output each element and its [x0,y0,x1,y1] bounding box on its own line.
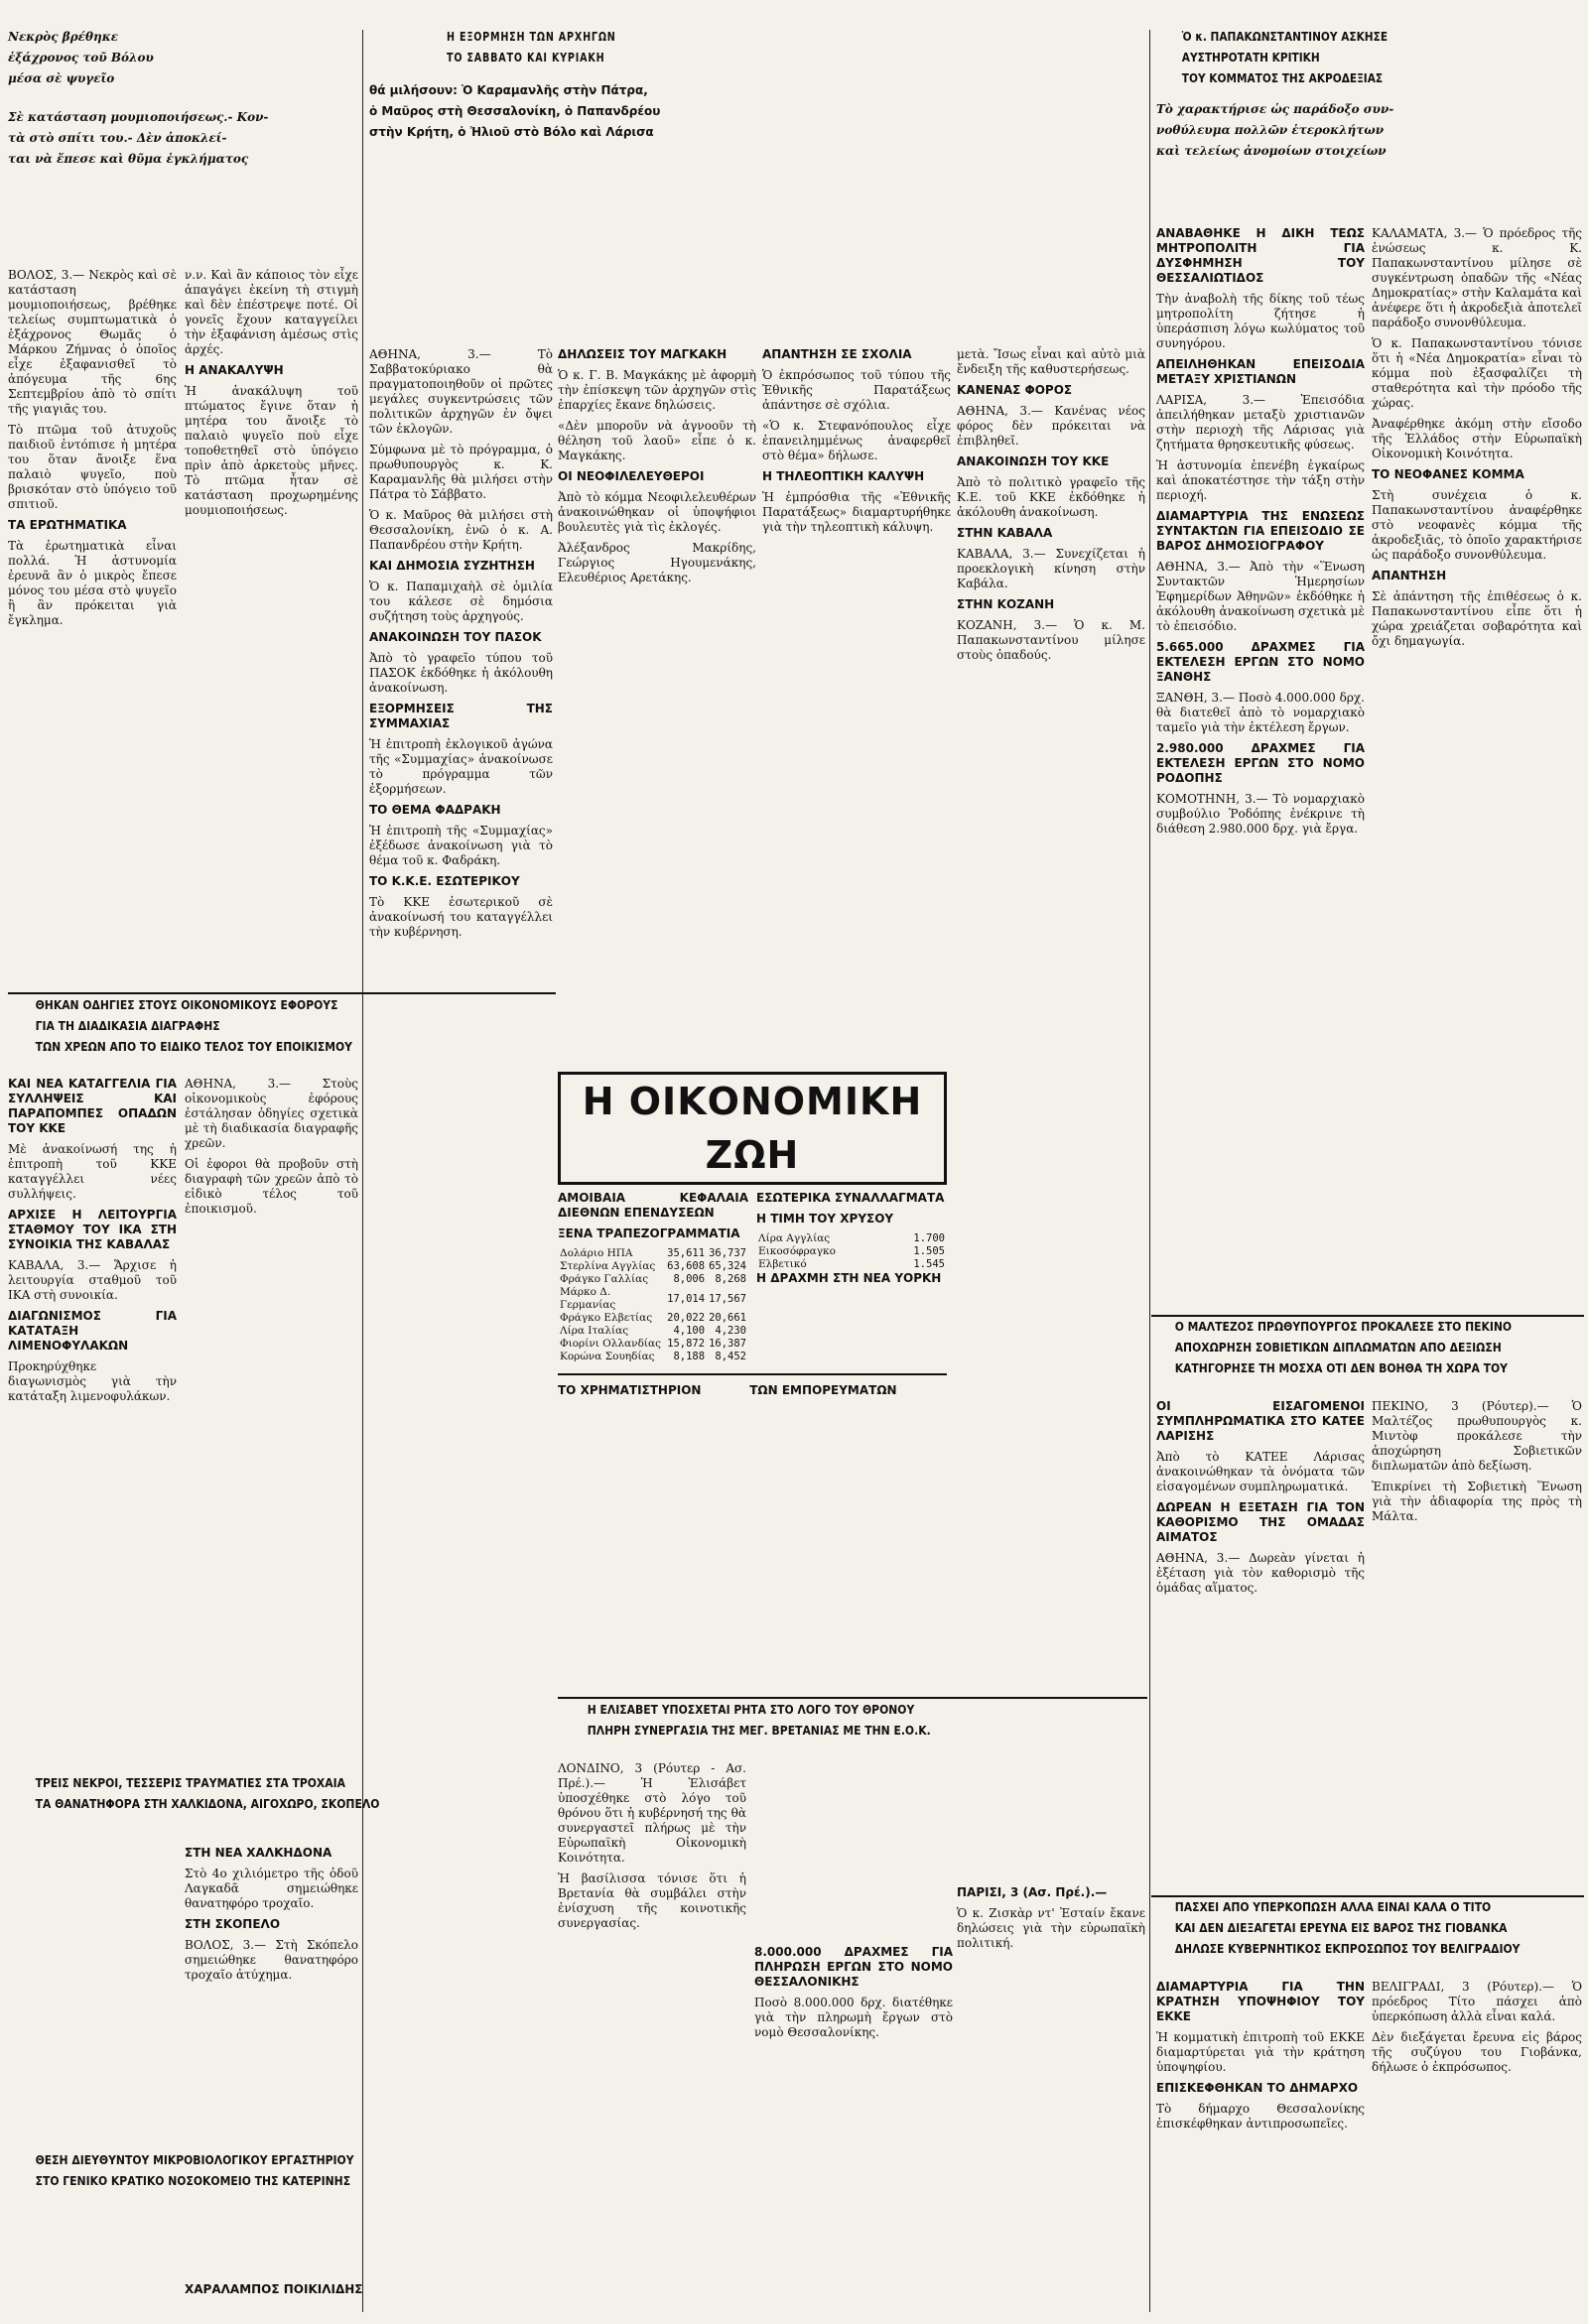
mid-stin-kozani-body: ΚΟΖΑΝΗ, 3.— Ὁ κ. Μ. Παπακωνσταντίνου μίλησε στοὺς ὀπαδούς. [957,618,1145,662]
elisavet-head-1: Η ΕΛΙΣΑΒΕΤ ΥΠΟΣΧΕΤΑΙ ΡΗΤΑ ΣΤΟ ΛΟΓΟ ΤΟΥ ΘΡΟΝΟΥ [587,1703,915,1717]
main-subhead-1: θά μιλήσουν: Ὁ Καραμανλῆς στὴν Πάτρα, [369,83,648,97]
larisa-head: ΟΙ ΕΙΣΑΓΟΜΕΝΟΙ ΣΥΜΠΛΗΡΩΜΑΤΙΚΑ ΣΤΟ ΚΑΤΕΕ ΛΑΡΙΣΗΣ [1156,1399,1365,1443]
right-boxes-col: ΑΝΑΒΑΘΗΚΕ Η ΔΙΚΗ ΤΕΩΣ ΜΗΤΡΟΠΟΛΙΤΗ ΓΙΑ ΔΥΣΦΗΜΗΣΗ ΤΟΥ ΘΕΣΣΑΛΙΩΤΙΔΟΣ Τὴν ἀναβολὴ τῆς δίκης τοῦ τέως μητροπολίτη ζήτησε ἡ ὑπεράσπιση λόγω κωλύματος τοῦ συνηγόρου. ΑΠΕΙΛΗΘΗΚΑΝ ΕΠΕΙΣΟΔΙΑ ΜΕΤΑΞΥ ΧΡΙΣΤΙΑΝΩΝ ΛΑΡΙΣΑ, 3.— Ἐπεισόδια ἀπειλήθηκαν μεταξὺ χριστιανῶν στὴν περιοχὴ τῆς Λάρισας γιὰ ζητήματα θρησκευτικῆς φύσεως. Ἡ ἀστυνομία ἐπενέβη ἐγκαίρως καὶ ἀποκατέστησε τὴν τάξη στὴν περιοχή. ΔΙΑΜΑΡΤΥΡΙΑ ΤΗΣ ΕΝΩΣΕΩΣ ΣΥΝΤΑΚΤΩΝ ΓΙΑ ΕΠΕΙΣΟΔΙΟ ΣΕ ΒΑΡΟΣ ΔΗΜΟΣΙΟΓΡΑΦΟΥ ΑΘΗΝΑ, 3.— Ἀπὸ τὴν «Ἕνωση Συντακτῶν Ἡμερησίων Ἐφημερίδων Ἀθηνῶν» ἐκδόθηκε ἡ ἀκόλουθη ἀνακοίνωση σχετικὰ μὲ τὸ ἐπεισόδιο. 5.665.000 ΔΡΑΧΜΕΣ ΓΙΑ ΕΚΤΕΛΕΣΗ ΕΡΓΩΝ ΣΤΟ ΝΟΜΟ ΞΑΝΘΗΣ ΞΑΝΘΗ, 3.— Ποσὸ 4.000.000 δρχ. θὰ διατεθεῖ ἀπὸ τὸ νομαρχιακὸ ταμεῖο γιὰ τὴν ἐκτέλεση ἔργων. 2.980.000 ΔΡΑΧΜΕΣ ΓΙΑ ΕΚΤΕΛΕΣΗ ΕΡΓΩΝ ΣΤΟ ΝΟΜΟ ΡΟΔΟΠΗΣ ΚΟΜΟΤΗΝΗ, 3.— Τὸ νομαρχιακὸ συμβούλιο Ῥοδόπης ἐνέκρινε τὴ διάθεση 2.980.000 δρχ. γιὰ ἔργα. [1156,226,1365,836]
left-banner-rule [8,992,556,994]
economy-gold-head: Η ΤΙΜΗ ΤΟΥ ΧΡΥΣΟΥ [756,1212,894,1226]
mid-apantisi-head: ΑΠΑΝΤΗΣΗ ΣΕ ΣΧΟΛΙΑ [762,347,912,361]
main-headline-block [369,30,1143,327]
left-headline-2: ἑξάχρονος τοῦ Βόλου [8,51,154,65]
rate-row [558,1286,748,1312]
thess-head: 8.000.000 ΔΡΑΧΜΕΣ ΓΙΑ ΠΛΗΡΩΣΗ ΕΡΓΩΝ ΣΤΟ ΝΟΜΟ ΘΕΣΣΑΛΟΝΙΚΗΣ [754,1945,953,1989]
episkefthikan-head: ΕΠΙΣΚΕΦΘΗΚΑΝ ΤΟ ΔΗΜΑΡΧΟ [1156,2081,1359,2095]
left-story-col-2 [185,268,358,595]
mid-anakoinosi-kke: ΑΝΑΚΟΙΝΩΣΗ ΤΟΥ ΚΚΕ [957,454,1110,468]
main-headline-line-1: Η ΕΞΟΡΜΗΣΗ ΤΩΝ ΑΡΧΗΓΩΝ [447,30,616,44]
maltese-head-2: ΑΠΟΧΩΡΗΣΗ ΣΟΒΙΕΤΙΚΩΝ ΔΙΠΛΩΜΑΤΩΝ ΑΠΟ ΔΕΞΙΩΣΗ [1174,1341,1502,1355]
economy-title: Η ΟΙΚΟΝΟΜΙΚΗ ΖΩΗ [558,1072,947,1185]
left-trochaia-1: ΤΡΕΙΣ ΝΕΚΡΟΙ, ΤΕΣΣΕΡΙΣ ΤΡΑΥΜΑΤΙΕΣ ΣΤΑ ΤΡΟΧΑΙΑ [35,1776,345,1790]
economy-dollar-head: Η ΔΡΑΧΜΗ ΣΤΗ ΝΕΑ ΥΟΡΚΗ [756,1271,942,1285]
right-headline-2: ΑΥΣΤΗΡΟΤΑΤΗ ΚΡΙΤΙΚΗ [1181,51,1320,65]
mid-athena-body: ΑΘΗΝΑ, 3.— Τὸ Σαββατοκύριακο θὰ πραγματοποιηθοῦν οἱ πρῶτες μεγάλες συγκεντρώσεις τῶν πολιτικῶν ἀρχηγῶν ἐν ὄψει τῶν ἐκλογῶν. [369,347,553,436]
tito-col-1: ΔΙΑΜΑΡΤΥΡΙΑ ΓΙΑ ΤΗΝ ΚΡΑΤΗΣΗ ΥΠΟΨΗΦΙΟΥ ΤΟΥ ΕΚΚΕ Ἡ κομματικὴ ἐπιτροπὴ τοῦ ΕΚΚΕ διαμαρτύρεται γιὰ τὴν κράτηση ὑποψηφίου. ΕΠΙΣΚΕΦΘΗΚΑΝ ΤΟ ΔΗΜΑΡΧΟ Τὸ δήμαρχο Θεσσαλονίκης ἐπισκέφθηκαν ἀντιπροσωπεῖες. [1156,1980,1365,2130]
left-banner-2: ΓΙΑ ΤΗ ΔΙΑΔΙΚΑΣΙΑ ΔΙΑΓΡΑΦΗΣ [35,1019,220,1033]
mid-exormiseis: ΕΞΟΡΜΗΣΕΙΣ ΤΗΣ ΣΥΜΜΑΧΙΑΣ [369,702,553,730]
rate-sell: 8,452 [715,1351,746,1362]
tito-col-2: ΒΕΛΙΓΡΑΔΙ, 3 (Ρόυτερ).— Ὁ πρόεδρος Τίτο πάσχει ἀπὸ ὑπερκόπωση ἀλλὰ εἶναι καλά. Δὲν διεξάγεται ἔρευνα εἰς βάρος τῆς συζύγου του Γιοβάνκα, δήλωσε ὁ ἐκπρόσωπος. [1372,1980,1582,2074]
rate-buy: 63,608 [667,1260,706,1272]
gold-val: 1.545 [913,1258,945,1270]
maltese-body: ΠΕΚΙΝΟ, 3 (Ρόυτερ).— Ὁ Μαλτέζος πρωθυπουργὸς κ. Μιντὸφ προκάλεσε τὴν ἀποχώρηση Σοβιετικῶν διπλωματῶν ἀπὸ δεξίωση. [1372,1399,1582,1473]
diamartyria-head: ΔΙΑΜΑΡΤΥΡΙΑ ΓΙΑ ΤΗΝ ΚΡΑΤΗΣΗ ΥΠΟΨΗΦΙΟΥ ΤΟΥ ΕΚΚΕ [1156,1980,1365,2023]
mid-col-1: ΑΘΗΝΑ, 3.— Τὸ Σαββατοκύριακο θὰ πραγματοποιηθοῦν οἱ πρῶτες μεγάλες συγκεντρώσεις τῶν πολιτικῶν ἀρχηγῶν ἐν ὄψει τῶν ἐκλογῶν. Σύμφωνα μὲ τὸ πρόγραμμα, ὁ πρωθυπουργὸς κ. Κ. Καραμανλῆς θὰ μιλήσει στὴν Πάτρα τὸ Σάββατο. Ὁ κ. Μαῦρος θὰ μιλήσει στὴ Θεσσαλονίκη, ἐνῶ ὁ κ. Α. Παπανδρέου στὴν Κρήτη. ΚΑΙ ΔΗΜΟΣΙΑ ΣΥΖΗΤΗΣΗ Ὁ κ. Παπαμιχαὴλ σὲ ὁμιλία του κάλεσε σὲ δημόσια συζήτηση τοὺς ἀρχηγούς. ΑΝΑΚΟΙΝΩΣΗ ΤΟΥ ΠΑΣΟΚ Ἀπὸ τὸ γραφεῖο τύπου τοῦ ΠΑΣΟΚ ἐκδόθηκε ἡ ἀκόλουθη ἀνακοίνωση. ΕΞΟΡΜΗΣΕΙΣ ΤΗΣ ΣΥΜΜΑΧΙΑΣ Ἡ ἐπιτροπὴ ἐκλογικοῦ ἀγώνα τῆς «Συμμαχίας» ἀνακοίνωσε τὸ πρόγραμμα τῶν ἐξορμήσεων. ΤΟ ΘΕΜΑ ΦΑΔΡΑΚΗ Ἡ ἐπιτροπὴ τῆς «Συμμαχίας» ἐξέδωσε ἀνακοίνωση γιὰ τὸ θέμα τοῦ κ. Φαδράκη. ΤΟ Κ.Κ.Ε. ΕΣΩΤΕΡΙΚΟΥ Τὸ ΚΚΕ ἐσωτερικοῦ σὲ ἀνακοίνωσή του καταγγέλλει τὴν κυβέρνηση. [369,347,553,939]
left-ika-head: ΑΡΧΙΣΕ Η ΛΕΙΤΟΥΡΓΙΑ ΣΤΑΘΜΟΥ ΤΟΥ ΙΚΑ ΣΤΗ ΣΥΝΟΙΚΙΑ ΤΗΣ ΚΑΒΑΛΑΣ [8,1208,177,1251]
right-section-apantisi: ΑΠΑΝΤΗΣΗ [1372,569,1447,582]
rate-row [558,1260,748,1273]
rate-name: Φιορίνι Ολλανδίας [560,1338,661,1350]
mid-stin-kavala: ΣΤΗΝ ΚΑΒΑΛΑ [957,526,1053,540]
rate-name: Δολάριο ΗΠΑ [560,1247,633,1259]
rate-name: Στερλίνα Αγγλίας [560,1260,656,1272]
mid-dilosis-head: ΔΗΛΩΣΕΙΣ ΤΟΥ ΜΑΓΚΑΚΗ [558,347,728,361]
elisavet-body: ΛΟΝΔΙΝΟ, 3 (Ρόυτερ - Ασ. Πρέ.).— Ἡ Ἐλισάβετ ὑποσχέθηκε στὸ λόγο τοῦ θρόνου ὅτι ἡ κυβέρνησή της θὰ συνεργαστεῖ πλήρως μὲ τὴν Εὐρωπαϊκὴ Οἰκονομικὴ Κοινότητα. [558,1761,746,1865]
mid-kanenas-foros: ΚΑΝΕΝΑΣ ΦΟΡΟΣ [957,383,1073,397]
left-mikrob-1: ΘΕΣΗ ΔΙΕΥΘΥΝΤΟΥ ΜΙΚΡΟΒΙΟΛΟΓΙΚΟΥ ΕΡΓΑΣΤΗΡΙΟΥ [35,2153,354,2167]
right-lower-col-1: ΟΙ ΕΙΣΑΓΟΜΕΝΟΙ ΣΥΜΠΛΗΡΩΜΑΤΙΚΑ ΣΤΟ ΚΑΤΕΕ ΛΑΡΙΣΗΣ Ἀπὸ τὸ ΚΑΤΕΕ Λάρισας ἀνακοινώθηκαν τὰ ὀνόματα τῶν εἰσαγομένων συμπληρωματικά. ΔΩΡΕΑΝ Η ΕΞΕΤΑΣΗ ΓΙΑ ΤΟΝ ΚΑΘΟΡΙΣΜΟ ΤΗΣ ΟΜΑΔΑΣ ΑΙΜΑΤΟΣ ΑΘΗΝΑ, 3.— Δωρεὰν γίνεται ἡ ἐξέταση γιὰ τὸν καθορισμὸ τῆς ὁμάδας αἵματος. [1156,1399,1365,1595]
right-lower-col-2: ΠΕΚΙΝΟ, 3 (Ρόυτερ).— Ὁ Μαλτέζος πρωθυπουργὸς κ. Μιντὸφ προκάλεσε τὴν ἀποχώρηση Σοβιετικῶν διπλωματῶν ἀπὸ δεξίωση. Ἐπικρίνει τὴ Σοβιετικὴ Ἕνωση γιὰ τὴν ἀδιαφορία της πρὸς τὴ Μάλτα. [1372,1399,1582,1523]
left-signature-col [185,2282,552,2312]
right-headline-1: Ὁ κ. ΠΑΠΑΚΩΝΣΤΑΝΤΙΝΟΥ ΑΣΚΗΣΕ [1181,30,1389,44]
rate-row [558,1273,748,1286]
rate-buy: 8,006 [673,1273,706,1285]
right-subhead-3: καὶ τελείως ἀνομοίων στοιχείων [1156,144,1387,158]
rate-buy: 17,014 [667,1292,706,1305]
left-trochaia-body: ΣΤΗ ΝΕΑ ΧΑΛΚΗΔΟΝΑ Στὸ 4ο χιλιόμετρο τῆς ὁδοῦ Λαγκαδᾶ σημειώθηκε θανατηφόρο τροχαῖο. ΣΤΗ ΣΚΟΠΕΛΟ ΒΟΛΟΣ, 3.— Στὴ Σκόπελο σημειώθηκε θανατηφόρο τροχαῖο ἀτύχημα. [185,1846,358,1982]
gold-table [756,1232,947,1271]
left-skopelo: ΣΤΗ ΣΚΟΠΕΛΟ [185,1917,281,1931]
maltese-rule [1151,1315,1584,1317]
mid-kke-esoterikou: ΤΟ Κ.Κ.Ε. ΕΣΩΤΕΡΙΚΟΥ [369,874,520,888]
gold-name: Εικοσόφραγκο [758,1245,836,1257]
left-banner [8,998,556,1068]
right-box-title-4: 2.980.000 ΔΡΑΧΜΕΣ ΓΙΑ ΕΚΤΕΛΕΣΗ ΕΡΓΩΝ ΣΤΟ ΝΟΜΟ ΡΟΔΟΠΗΣ [1156,741,1365,785]
tito-rule [1151,1895,1584,1897]
economy-amoivaia-head: ΑΜΟΙΒΑΙΑ ΚΕΦΑΛΑΙΑ ΔΙΕΘΝΩΝ ΕΠΕΝΔΥΣΕΩΝ [558,1191,748,1220]
left-nea-chalkidona: ΣΤΗ ΝΕΑ ΧΑΛΚΗΔΟΝΑ [185,1846,332,1860]
maltese-head-3: ΚΑΤΗΓΟΡΗΣΕ ΤΗ ΜΟΣΧΑ ΟΤΙ ΔΕΝ ΒΟΗΘΑ ΤΗ ΧΩΡΑ ΤΟΥ [1174,1361,1508,1375]
parisi-col: ΠΑΡΙΣΙ, 3 (Ασ. Πρέ.).— Ὁ κ. Ζισκὰρ ντ' Ἐσταίν ἔκανε δηλώσεις γιὰ τὴν εὐρωπαϊκὴ πολιτική. [957,1885,1145,1950]
main-headline-line-2: ΤΟ ΣΑΒΒΑΤΟ ΚΑΙ ΚΥΡΙΑΚΗ [447,51,605,65]
right-top-story [1156,30,1583,218]
left-section-anakalypsi: Η ΑΝΑΚΑΛΥΨΗ [185,363,284,377]
gold-val: 1.505 [913,1245,945,1257]
left-mikrob [8,2153,556,2213]
gold-row [756,1258,947,1271]
rate-sell: 20,661 [709,1312,746,1324]
right-box-title-2: ΔΙΑΜΑΡΤΥΡΙΑ ΤΗΣ ΕΝΩΣΕΩΣ ΣΥΝΤΑΚΤΩΝ ΓΙΑ ΕΠΕΙΣΟΔΙΟ ΣΕ ΒΑΡΟΣ ΔΗΜΟΣΙΟΓΡΑΦΟΥ [1156,509,1365,553]
rate-sell: 16,387 [709,1338,746,1350]
left-headline-3: μέσα σὲ ψυγεῖο [8,71,115,85]
tito-head-3: ΔΗΛΩΣΕ ΚΥΒΕΡΝΗΤΙΚΟΣ ΕΚΠΡΟΣΩΠΟΣ ΤΟΥ ΒΕΛΙΓΡΑΔΙΟΥ [1174,1942,1521,1956]
rates-table [558,1247,748,1363]
rate-sell: 17,567 [709,1292,746,1305]
parisi-head: ΠΑΡΙΣΙ, 3 (Ασ. Πρέ.).— [957,1885,1108,1899]
maltese-head [1153,1320,1584,1394]
rate-sell: 8,268 [715,1273,746,1285]
rate-name: Φράγκο Ελβετίας [560,1312,653,1324]
right-subhead-1: Τὸ χαρακτήρισε ὡς παράδοξο συν- [1156,102,1394,116]
elisavet-head [558,1703,1147,1752]
left-kataggelia-head: ΚΑΙ ΝΕΑ ΚΑΤΑΓΓΕΛΙΑ ΓΙΑ ΣΥΛΛΗΨΕΙΣ ΚΑΙ ΠΑΡΑΠΟΜΠΕΣ ΟΠΑΔΩΝ ΤΟΥ ΚΚΕ [8,1077,177,1135]
mid-col-4: μετὰ. Ἴσως εἶναι καὶ αὐτὸ μιὰ ἔνδειξη τῆς καθυστερήσεως. ΚΑΝΕΝΑΣ ΦΟΡΟΣ ΑΘΗΝΑ, 3.— Κανένας νέος φόρος δὲν πρόκειται νὰ ἐπιβληθεῖ. ΑΝΑΚΟΙΝΩΣΗ ΤΟΥ ΚΚΕ Ἀπὸ τὸ πολιτικὸ γραφεῖο τῆς Κ.Ε. τοῦ ΚΚΕ ἐκδόθηκε ἡ ἀκόλουθη ἀνακοίνωση. ΣΤΗΝ ΚΑΒΑΛΑ ΚΑΒΑΛΑ, 3.— Συνεχίζεται ἡ προεκλογικὴ κίνηση στὴν Καβάλα. ΣΤΗΝ ΚΟΖΑΝΗ ΚΟΖΑΝΗ, 3.— Ὁ κ. Μ. Παπακωνσταντίνου μίλησε στοὺς ὀπαδούς. [957,347,1145,662]
rate-sell: 4,230 [715,1325,746,1337]
elisavet-head-2: ΠΛΗΡΗ ΣΥΝΕΡΓΑΣΙΑ ΤΗΣ ΜΕΓ. ΒΡΕΤΑΝΙΑΣ ΜΕ ΤΗΝ Ε.Ο.Κ. [587,1724,931,1738]
right-box-title-1: ΑΠΕΙΛΗΘΗΚΑΝ ΕΠΕΙΣΟΔΙΑ ΜΕΤΑΞΥ ΧΡΙΣΤΙΑΝΩΝ [1156,357,1365,386]
right-section-komma: ΤΟ ΝΕΟΦΑΝΕΣ ΚΟΜΜΑ [1372,467,1524,481]
left-banner-3: ΤΩΝ ΧΡΕΩΝ ΑΠΟ ΤΟ ΕΙΔΙΚΟ ΤΕΛΟΣ ΤΟΥ ΕΠΟΙΚΙΣΜΟΥ [35,1040,352,1054]
rate-name: Φράγκο Γαλλίας [560,1273,649,1285]
rate-buy: 4,100 [673,1325,706,1337]
rate-row [558,1351,748,1363]
dorean-head: ΔΩΡΕΑΝ Η ΕΞΕΤΑΣΗ ΓΙΑ ΤΟΝ ΚΑΘΟΡΙΣΜΟ ΤΗΣ ΟΜΑΔΑΣ ΑΙΜΑΤΟΣ [1156,1500,1365,1544]
left-banner-1: ΘΗΚΑΝ ΟΔΗΓΙΕΣ ΣΤΟΥΣ ΟΙΚΟΝΟΜΙΚΟΥΣ ΕΦΟΡΟΥΣ [35,998,338,1012]
economy-section [558,1072,947,1687]
rate-name: Μάρκο Δ. Γερμανίας [560,1286,616,1311]
left-lower-col-1: ΚΑΙ ΝΕΑ ΚΑΤΑΓΓΕΛΙΑ ΓΙΑ ΣΥΛΛΗΨΕΙΣ ΚΑΙ ΠΑΡΑΠΟΜΠΕΣ ΟΠΑΔΩΝ ΤΟΥ ΚΚΕ Μὲ ἀνακοίνωσή της ἡ ἐπιτροπὴ τοῦ ΚΚΕ καταγγέλλει νέες συλλήψεις. ΑΡΧΙΣΕ Η ΛΕΙΤΟΥΡΓΙΑ ΣΤΑΘΜΟΥ ΤΟΥ ΙΚΑ ΣΤΗ ΣΥΝΟΙΚΙΑ ΤΗΣ ΚΑΒΑΛΑΣ ΚΑΒΑΛΑ, 3.— Ἄρχισε ἡ λειτουργία σταθμοῦ τοῦ ΙΚΑ στὴ συνοικία. ΔΙΑΓΩΝΙΣΜΟΣ ΓΙΑ ΚΑΤΑΤΑΞΗ ΛΙΜΕΝΟΦΥΛΑΚΩΝ Προκηρύχθηκε διαγωνισμὸς γιὰ τὴν κατάταξη λιμενοφυλάκων. [8,1077,177,1403]
mid-col-3: ΑΠΑΝΤΗΣΗ ΣΕ ΣΧΟΛΙΑ Ὁ ἐκπρόσωπος τοῦ τύπου τῆς Ἐθνικῆς Παρατάξεως ἀπάντησε σὲ σχόλια. «Ὁ κ. Στεφανόπουλος εἶχε ἐπανειλημμένως ἀναφερθεῖ στὸ θέμα» δήλωσε. Η ΤΗΛΕΟΠΤΙΚΗ ΚΑΛΥΨΗ Ἡ ἐμπρόσθια τῆς «Ἐθνικῆς Παρατάξεως» διαμαρτυρήθηκε γιὰ τὴν τηλεοπτικὴ κάλυψη. [762,347,951,534]
left-lower-col-2: ΑΘΗΝΑ, 3.— Στοὺς οἰκονομικοὺς ἐφόρους ἐστάλησαν ὁδηγίες σχετικὰ μὲ τὴ διαδικασία διαγραφῆς χρεῶν. Οἱ ἐφοροι θὰ προβοῦν στὴ διαγραφὴ τῶν χρεῶν ἀπὸ τὸ εἰδικὸ τέλος τοῦ ἐποικισμοῦ. [185,1077,358,1216]
right-body-col: ΚΑΛΑΜΑΤΑ, 3.— Ὁ πρόεδρος τῆς ἑνώσεως κ. Κ. Παπακωνσταντίνου μίλησε σὲ συγκέντρωση ὀπαδῶν τῆς «Νέας Δημοκρατίας» στὴν Καλαμάτα καὶ ἀνέφερε ὅτι ἡ ἀκροδεξιὰ ἀποτελεῖ παράδοξο συνονθύλευμα. Ὁ κ. Παπακωνσταντίνου τόνισε ὅτι ἡ «Νέα Δημοκρατία» εἶναι τὸ κόμμα ποὺ ἐξασφαλίζει τὴ σταθερότητα καὶ τὴν πρόοδο τῆς χώρας. Ἀναφέρθηκε ἀκόμη στὴν εἴσοδο τῆς Ἑλλάδος στὴν Εὐρωπαϊκὴ Οἰκονομικὴ Κοινότητα. ΤΟ ΝΕΟΦΑΝΕΣ ΚΟΜΜΑ Στὴ συνέχεια ὁ κ. Παπακωνσταντίνου ἀναφέρθηκε στὸ νεοφανὲς κόμμα τῆς ἀκροδεξιᾶς, τὸ ὁποῖο χαρακτήρισε ὡς παράδοξο συνονθύλευμα. ΑΠΑΝΤΗΣΗ Σὲ ἀπάντηση τῆς ἐπιθέσεως ὁ κ. Παπακωνσταντίνου εἶπε ὅτι ἡ χώρα χρειάζεται σοβαρότητα καὶ ὄχι δημαγωγία. [1372,226,1582,648]
mid-col-2: ΔΗΛΩΣΕΙΣ ΤΟΥ ΜΑΓΚΑΚΗ Ὁ κ. Γ. Β. Μαγκάκης μὲ ἀφορμὴ τὴν ἐπίσκεψη τῶν ἀρχηγῶν στὶς ἐπαρχίες ἔκανε δηλώσεις. «Δὲν μποροῦν νὰ ἀγνοοῦν τὴ θέληση τοῦ λαοῦ» εἶπε ὁ κ. Μαγκάκης. ΟΙ ΝΕΟΦΙΛΕΛΕΥΘΕΡΟΙ Ἀπὸ τὸ κόμμα Νεοφιλελευθέρων ἀνακοινώθηκαν οἱ ὑποψήφιοι βουλευτὲς γιὰ τὶς ἐκλογές. Ἀλέξανδρος Μακρίδης, Γεώργιος Ηγουμενάκης, Ελευθέριος Αρετάκης. [558,347,756,584]
rate-buy: 15,872 [667,1338,706,1350]
left-headline-1: Νεκρὸς βρέθηκε [8,30,118,44]
column-rule [1149,30,1150,2312]
maltese-head-1: Ο ΜΑΛΤΕΖΟΣ ΠΡΩΘΥΠΟΥΡΓΟΣ ΠΡΟΚΑΛΕΣΕ ΣΤΟ ΠΕΚΙΝΟ [1174,1320,1513,1334]
rate-buy: 35,611 [667,1247,706,1259]
left-diagonismos-head: ΔΙΑΓΩΝΙΣΜΟΣ ΓΙΑ ΚΑΤΑΤΑΞΗ ΛΙΜΕΝΟΦΥΛΑΚΩΝ [8,1309,177,1353]
rate-row [558,1247,748,1260]
left-subhead-2: τὰ στὸ σπίτι του.- Δὲν ἀποκλεί- [8,131,227,145]
left-col2-body2: Ἡ ἀνακάλυψη τοῦ πτώματος ἔγινε ὅταν ἡ μητέρα του ἄνοιξε τὸ παλαιὸ ψυγεῖο ποὺ εἶχε τοποθετηθεῖ στὸ ὑπόγειο πρὶν ἀπὸ ἀρκετοὺς μῆνες. Τὸ πτῶμα ἦταν σὲ κατάσταση προχωρημένης μουμιοποιήσεως. [185,384,358,517]
rate-row [558,1338,748,1351]
thess-col: 8.000.000 ΔΡΑΧΜΕΣ ΓΙΑ ΠΛΗΡΩΣΗ ΕΡΓΩΝ ΣΤΟ ΝΟΜΟ ΘΕΣΣΑΛΟΝΙΚΗΣ Ποσὸ 8.000.000 δρχ. διατέθηκε γιὰ τὴν πληρωμὴ ἔργων στὸ νομὸ Θεσσαλονίκης. [754,1945,953,2039]
gold-val: 1.700 [913,1232,945,1244]
mid-stin-kozani: ΣΤΗΝ ΚΟΖΑΝΗ [957,597,1055,611]
mid-tileoptiki: Η ΤΗΛΕΟΠΤΙΚΗ ΚΑΛΥΨΗ [762,469,925,483]
rate-name: Λίρα Ιταλίας [560,1325,629,1337]
market-title-2: ΤΩΝ ΕΜΠΟΡΕΥΜΑΤΩΝ [749,1383,897,1397]
right-box-title-0: ΑΝΑΒΑΘΗΚΕ Η ΔΙΚΗ ΤΕΩΣ ΜΗΤΡΟΠΟΛΙΤΗ ΓΙΑ ΔΥΣΦΗΜΗΣΗ ΤΟΥ ΘΕΣΣΑΛΙΩΤΙΔΟΣ [1156,226,1365,285]
main-subhead-2: ὁ Μαῦρος στὴ Θεσσαλονίκη, ὁ Παπανδρέου [369,104,661,118]
mid-neofileutheroi: ΟΙ ΝΕΟΦΙΛΕΛΕΥΘΕΡΟΙ [558,469,705,483]
gold-row [756,1245,947,1258]
left-mikrob-2: ΣΤΟ ΓΕΝΙΚΟ ΚΡΑΤΙΚΟ ΝΟΣΟΚΟΜΕΙΟ ΤΗΣ ΚΑΤΕΡΙΝΗΣ [35,2174,351,2188]
right-top-body: ΚΑΛΑΜΑΤΑ, 3.— Ὁ πρόεδρος τῆς ἑνώσεως κ. Κ. Παπακωνσταντίνου μίλησε σὲ συγκέντρωση ὀπαδῶν τῆς «Νέας Δημοκρατίας» στὴν Καλαμάτα καὶ ἀνέφερε ὅτι ἡ ἀκροδεξιὰ ἀποτελεῖ παράδοξο συνονθύλευμα. [1372,226,1582,329]
tito-head [1153,1900,1584,1975]
left-col2-body: ν.ν. Καὶ ἂν κάποιος τὸν εἶχε ἀπαγάγει ἐκείνη τὴ στιγμὴ καὶ δὲν ἐπέστρεψε ποτέ. Οἱ γονεῖς ἔχουν καταγγείλει τὴν ἐξαφάνιση ἀμέσως στὶς ἀρχές. [185,268,358,356]
rate-name: Κορώνα Σουηδίας [560,1351,655,1362]
rate-buy: 8,188 [673,1351,706,1362]
gold-name: Λίρα Αγγλίας [758,1232,831,1244]
gold-row [756,1232,947,1245]
mid-dimosia-syzitisi: ΚΑΙ ΔΗΜΟΣΙΑ ΣΥΖΗΤΗΣΗ [369,559,535,573]
left-body-1: ΒΟΛΟΣ, 3.— Νεκρὸς καὶ σὲ κατάσταση μουμιοποιήσεως, βρέθηκε τελείως συμπτωματικὰ ὁ ἑξάχρονος Θωμᾶς ὁ Μάρκου Ζήμνας ὁ ὁποῖος εἶχε ἐξαφανισθεῖ τὸ ἀπόγευμα τῆς 6ης Σεπτεμβρίου ἀπὸ τὸ σπίτι τῆς γιαγιᾶς του. [8,268,177,416]
mid-anakoinosi-pasok: ΑΝΑΚΟΙΝΩΣΗ ΤΟΥ ΠΑΣΟΚ [369,630,542,644]
elisavet-body-col: ΛΟΝΔΙΝΟ, 3 (Ρόυτερ - Ασ. Πρέ.).— Ἡ Ἐλισάβετ ὑποσχέθηκε στὸ λόγο τοῦ θρόνου ὅτι ἡ κυβέρνησή της θὰ συνεργαστεῖ πλήρως μὲ τὴν Εὐρωπαϊκὴ Οἰκονομικὴ Κοινότητα. Ἡ βασίλισσα τόνισε ὅτι ἡ Βρετανία θὰ συμβάλει στὴν ἐνίσχυση τῆς κοινοτικῆς συνεργασίας. [558,1761,746,1930]
column-rule [362,30,363,2312]
mid-stin-kavala-body: ΚΑΒΑΛΑ, 3.— Συνεχίζεται ἡ προεκλογικὴ κίνηση στὴν Καβάλα. [957,547,1145,590]
left-subhead-1: Σὲ κατάσταση μουμιοποιήσεως.- Κον- [8,110,269,124]
right-headline-3: ΤΟΥ ΚΟΜΜΑΤΟΣ ΤΗΣ ΑΚΡΟΔΕΞΙΑΣ [1181,71,1384,85]
left-trochaia [8,1776,556,1836]
right-box-title-3: 5.665.000 ΔΡΑΧΜΕΣ ΓΙΑ ΕΚΤΕΛΕΣΗ ΕΡΓΩΝ ΣΤΟ ΝΟΜΟ ΞΑΝΘΗΣ [1156,640,1365,684]
left-trochaia-2: ΤΑ ΘΑΝΑΤΗΦΟΡΑ ΣΤΗ ΧΑΛΚΙΔΟΝΑ, ΑΙΓΟΧΩΡΟ, ΣΚΟΠΕΛΟ [35,1797,380,1811]
left-section-erotimatika: ΤΑ ΕΡΩΤΗΜΑΤΙΚΑ [8,518,127,532]
tito-head-1: ΠΑΣΧΕΙ ΑΠΟ ΥΠΕΡΚΟΠΩΣΗ ΑΛΛΑ ΕΙΝΑΙ ΚΑΛΑ Ο ΤΙΤΟ [1174,1900,1492,1914]
left-story-col-1 [8,268,177,627]
market-title-1: ΤΟ ΧΡΗΜΑΤΙΣΤΗΡΙΟΝ [558,1383,702,1397]
main-subhead-3: στὴν Κρήτη, ὁ Ἠλιοῦ στὸ Βόλο καὶ Λάρισα [369,125,654,139]
elisavet-rule [558,1697,1147,1699]
left-body-3: Τὰ ἐρωτηματικὰ εἶναι πολλά. Ἡ ἀστυνομία ἐρευνᾶ ἂν ὁ μικρὸς ἔπεσε μόνος του μέσα στὸ ψυγεῖο ἢ ἂν πρόκειται γιὰ ἔγκλημα. [8,539,177,627]
rate-sell: 36,737 [709,1247,746,1259]
left-body-2: Τὸ πτῶμα τοῦ ἀτυχοῦς παιδιοῦ ἐντόπισε ἡ μητέρα του ὅταν ἄνοιξε ἕνα παλαιὸ ψυγεῖο, ποὺ βρισκόταν στὸ ὑπόγειο τοῦ σπιτιοῦ. [8,423,177,511]
economy-rates-head: ΕΣΩΤΕΡΙΚΑ ΣΥΝΑΛΛΑΓΜΑΤΑ [756,1191,945,1205]
rate-row [558,1312,748,1325]
rate-row [558,1325,748,1338]
left-subhead-3: ται νὰ ἔπεσε καὶ θῦμα ἐγκλήματος [8,152,249,166]
rate-sell: 65,324 [709,1260,746,1272]
tito-head-2: ΚΑΙ ΔΕΝ ΔΙΕΞΑΓΕΤΑΙ ΕΡΕΥΝΑ ΕΙΣ ΒΑΡΟΣ ΤΗΣ ΓΙΟΒΑΝΚΑ [1174,1921,1508,1935]
rate-buy: 20,022 [667,1312,706,1324]
mid-thema-fadraki: ΤΟ ΘΕΜΑ ΦΑΔΡΑΚΗ [369,803,501,817]
gold-name: Ελβετικό [758,1258,807,1270]
economy-xena-head: ΞΕΝΑ ΤΡΑΠΕΖΟΓΡΑΜΜΑΤΙΑ [558,1227,740,1240]
right-subhead-2: νοθύλευμα πολλῶν ἑτεροκλήτων [1156,123,1385,137]
left-signature: ΧΑΡΑΛΑΜΠΟΣ ΠΟΙΚΙΛΙΔΗΣ [185,2282,363,2296]
